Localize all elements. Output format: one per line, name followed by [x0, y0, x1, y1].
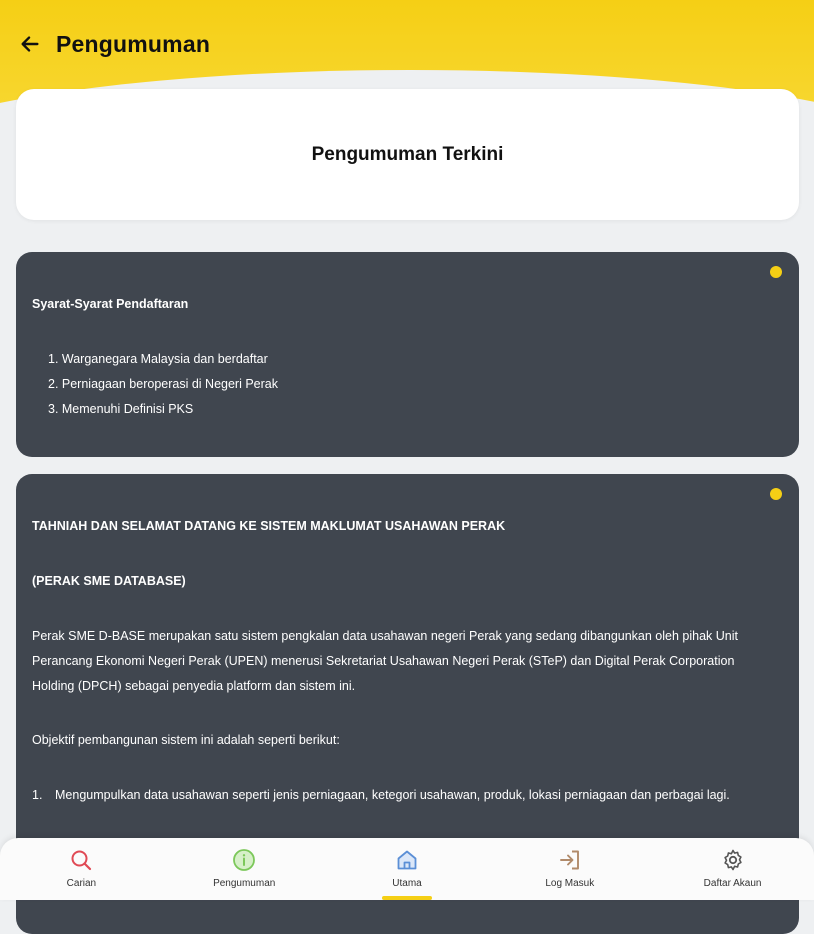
back-button[interactable] — [10, 24, 50, 64]
announcement-heading: TAHNIAH DAN SELAMAT DATANG KE SISTEM MAKLUMAT USAHAWAN PERAK — [32, 519, 506, 533]
nav-item-pengumuman[interactable] — [163, 838, 326, 900]
hero-card — [16, 89, 799, 220]
home-icon — [394, 847, 420, 873]
announcement-heading: Syarat-Syarat Pendaftaran — [32, 297, 189, 311]
unread-dot — [770, 266, 782, 278]
nav-item-carian[interactable] — [0, 838, 163, 900]
announcement-subheading: (PERAK SME DATABASE) — [32, 574, 186, 588]
objective-number: 1. — [32, 788, 43, 802]
list-item: 1. Warganegara Malaysia dan berdaftar — [48, 352, 268, 366]
nav-label: Carian — [66, 878, 97, 889]
paragraph-line: Holding (DPCH) sebagai penyedia platform dan sistem ini. — [32, 679, 356, 693]
bottom-navigation — [0, 838, 814, 900]
page-title: Pengumuman — [56, 30, 211, 57]
login-icon — [557, 847, 583, 873]
nav-label: Pengumuman — [213, 878, 276, 889]
list-item: 2. Perniagaan beroperasi di Negeri Perak — [48, 377, 278, 391]
top-app-bar — [0, 0, 814, 88]
paragraph-line: Perancang Ekonomi Negeri Perak (UPEN) menerusi Sekretariat Usahawan Negeri Perak (STeP) dan Digital Perak Corporation — [32, 654, 735, 668]
list-item: 3. Memenuhi Definisi PKS — [48, 402, 194, 416]
nav-label: Utama — [392, 878, 422, 889]
arrow-left-icon — [19, 33, 41, 55]
nav-item-log-masuk[interactable] — [488, 838, 651, 900]
search-icon — [68, 847, 94, 873]
nav-label: Log Masuk — [545, 878, 595, 889]
nav-label: Daftar Akaun — [703, 878, 762, 889]
hero-title: Pengumuman Terkini — [311, 143, 504, 165]
nav-item-daftar-akaun[interactable] — [651, 838, 814, 900]
unread-dot — [770, 488, 782, 500]
objective-intro: Objektif pembangunan sistem ini adalah seperti berikut: — [32, 733, 340, 747]
objective-text: Mengumpulkan data usahawan seperti jenis perniagaan, ketegori usahawan, produk, lokasi perniagaan dan perbagai lagi. — [55, 788, 730, 802]
announcement-card[interactable] — [16, 252, 799, 457]
info-icon — [231, 847, 257, 873]
paragraph-line: Perak SME D-BASE merupakan satu sistem pengkalan data usahawan negeri Perak yang sedang dibangunkan oleh pihak Unit — [32, 629, 738, 643]
nav-item-utama[interactable] — [326, 838, 489, 900]
gear-icon — [720, 847, 746, 873]
active-indicator — [382, 896, 432, 900]
